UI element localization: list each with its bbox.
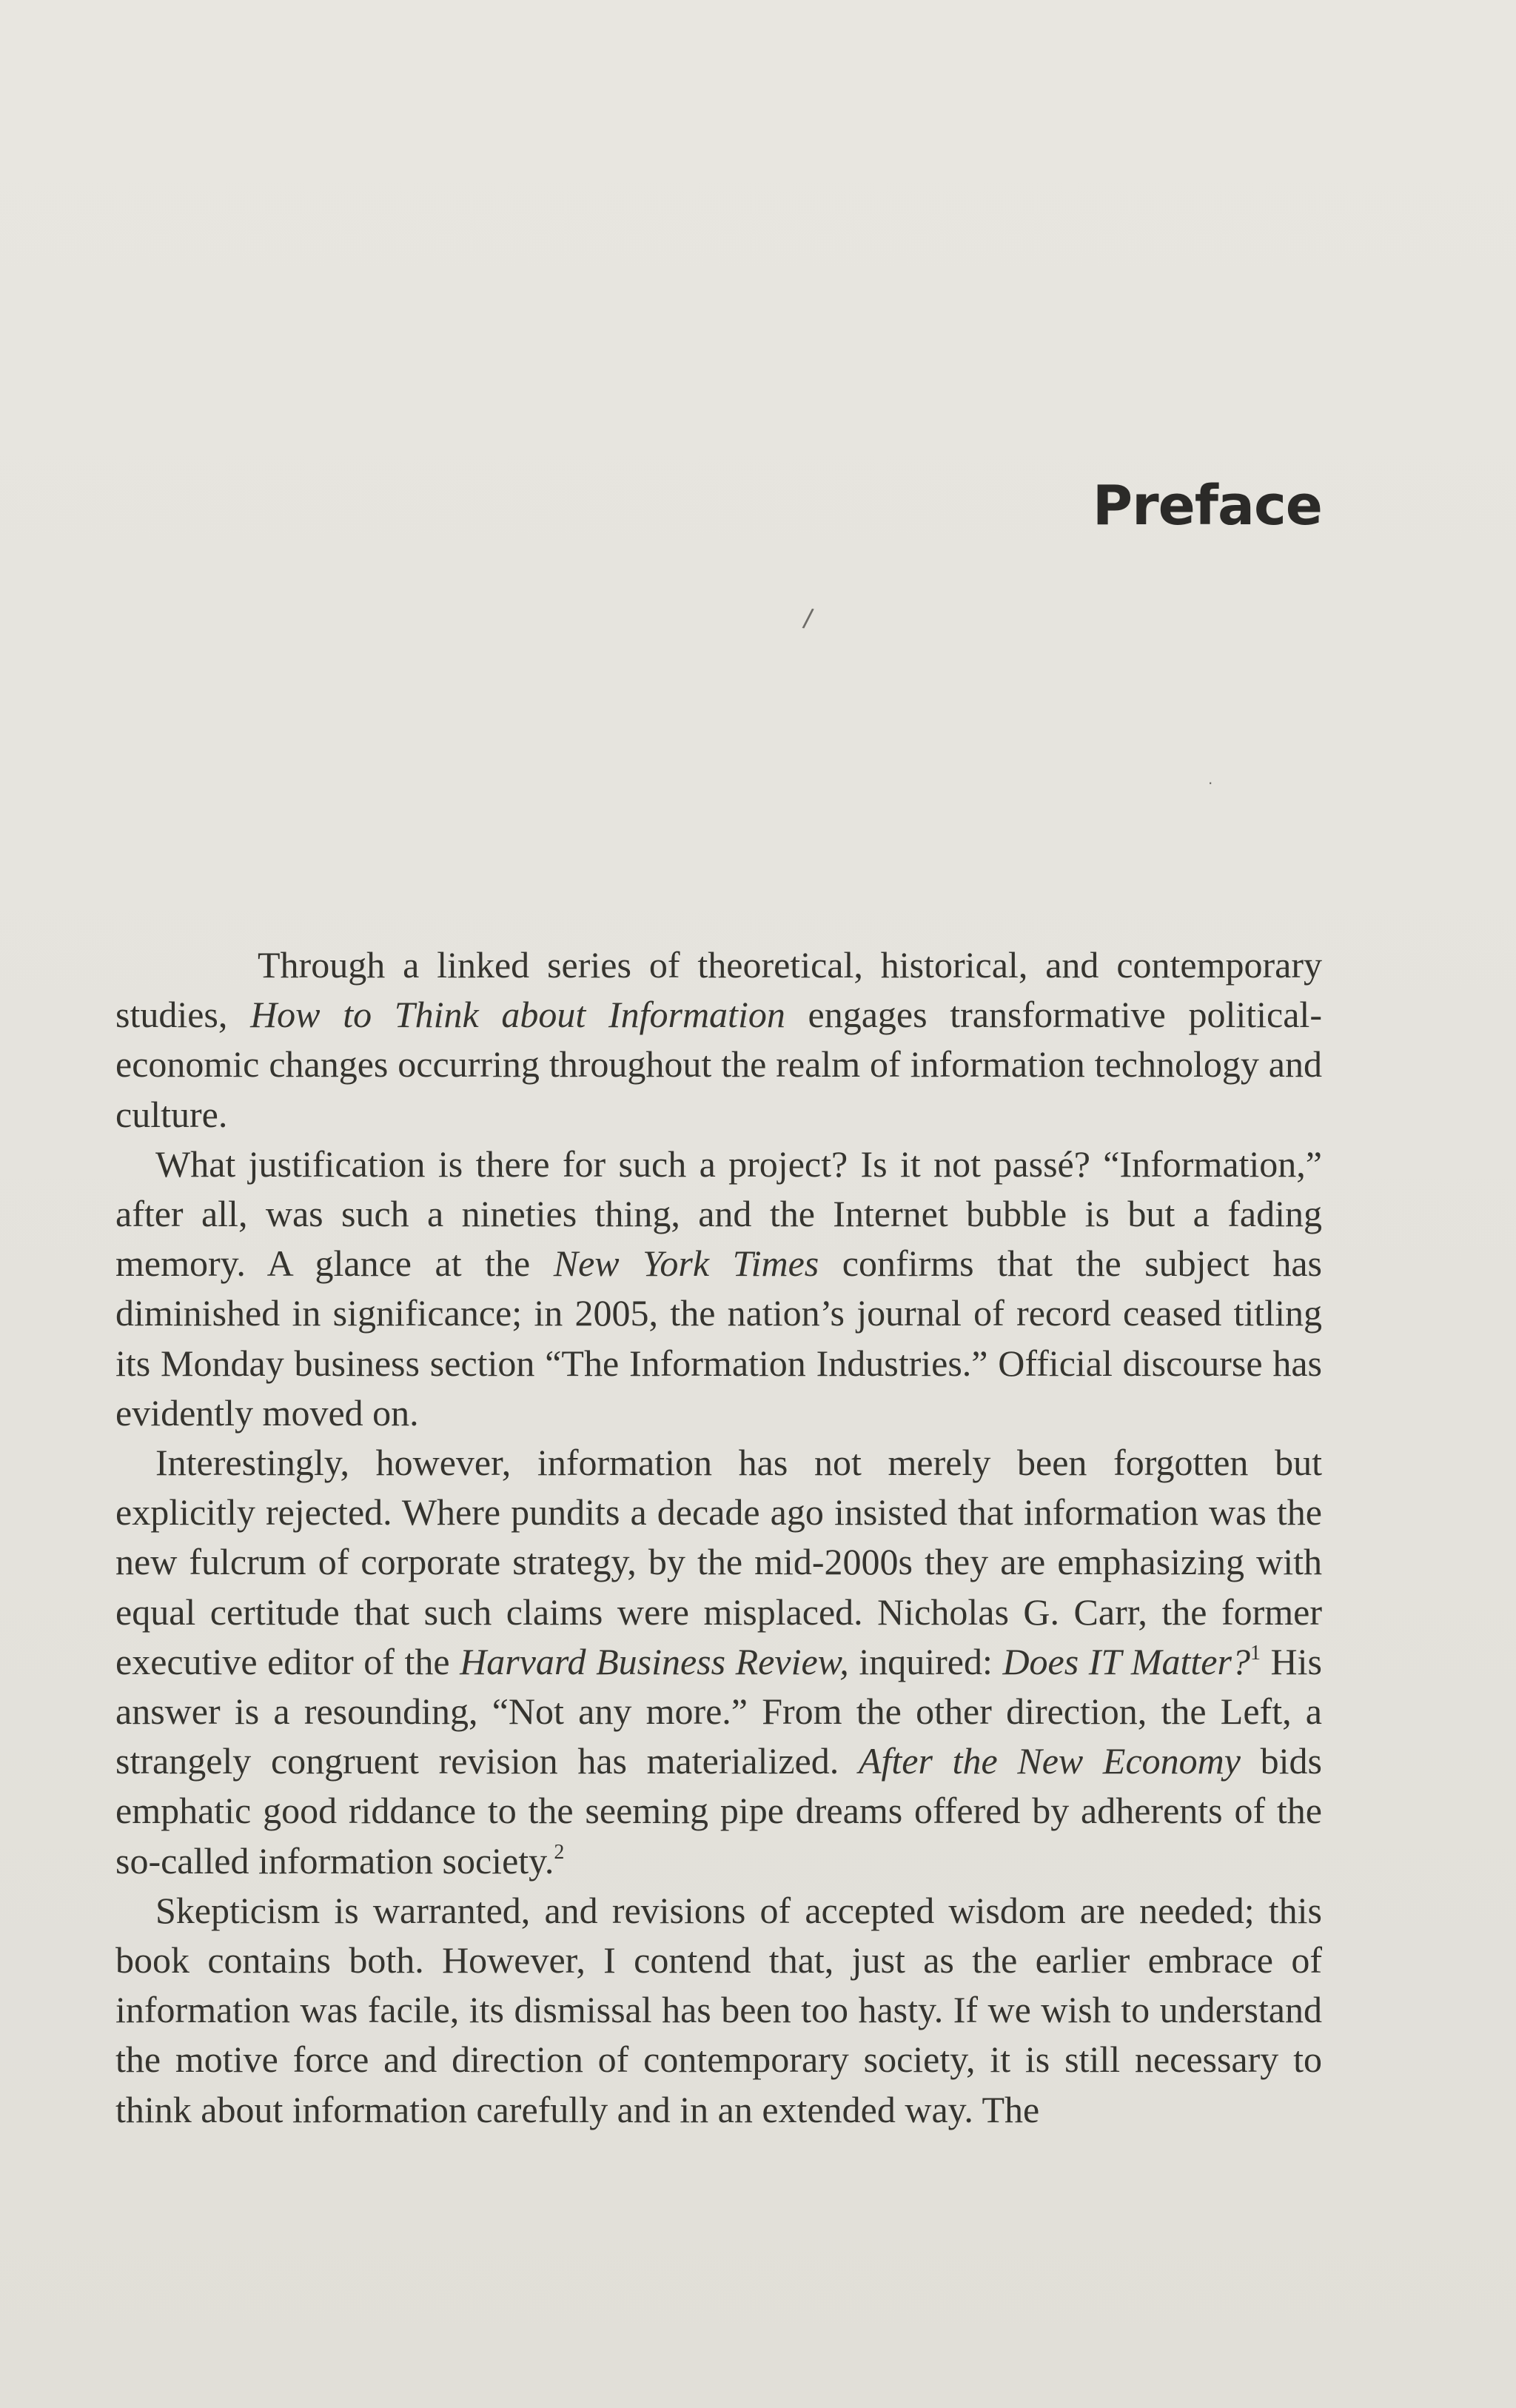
journal-title-italic: Harvard Business Review, (460, 1640, 849, 1682)
chapter-title: Preface (1092, 474, 1322, 538)
paragraph-1-text-a: Through a linked series of theoretical, historical, and contemporary studies, (115, 944, 1322, 1036)
paragraph-3 (115, 1438, 1322, 1886)
stray-dot-mark: . (1208, 770, 1213, 788)
newspaper-title-italic: New York Times (553, 1243, 819, 1285)
paragraph-2-text-b: confirms that the subject has diminished in significance; in 2005, the nation’s journal of record ceased titling its Monday business section “The Information Industries.” Official discourse has evidently moved on. (115, 1243, 1322, 1434)
footnote-ref-1: 1 (1250, 1641, 1261, 1665)
paragraph-4 (115, 1886, 1322, 2135)
paragraph-2 (115, 1140, 1322, 1438)
paragraph-3-text-c: His answer is a resounding, “Not any more.” From the other direction, the Left, a strangely congruent revision has materialized. (115, 1640, 1322, 1782)
preface-body (115, 940, 1322, 2135)
question-title-italic: Does IT Matter? (1002, 1640, 1250, 1682)
footnote-ref-2: 2 (554, 1840, 565, 1864)
book-title-2-italic: After the New Economy (858, 1740, 1241, 1782)
stray-pen-mark: / (801, 603, 815, 634)
paragraph-2-text-a: What justification is there for such a project? Is it not passé? “Information,” after all, was such a nineties thing, and the Internet bubble is but a fading memory. A glance at the (115, 1143, 1322, 1285)
paragraph-1 (115, 940, 1322, 1140)
paragraph-1-text-b: engages transformative political-economic changes occurring throughout the realm of information technology and culture. (115, 994, 1322, 1135)
book-title-italic: How to Think about Information (250, 994, 785, 1036)
paragraph-4-text: Skepticism is warranted, and revisions of accepted wisdom are needed; this book contains both. However, I contend that, just as the earlier embrace of information was facile, its dismissal has been too hasty. If we wish to understand the motive force and direction of contemporary society, it is still necessary to think about information carefully and in an extended way. The (115, 1889, 1322, 2130)
paragraph-3-text-d: bids emphatic good riddance to the seeming pipe dreams offered by adherents of the so-called information society. (115, 1740, 1322, 1882)
paragraph-3-text-a: Interestingly, however, information has not merely been forgotten but explicitly rejected. Where pundits a decade ago insisted that information was the new fulcrum of corporate strategy, by the mid-2000s they are emphasizing with equal certitude that such claims were misplaced. Nicholas G. Carr, the former executive editor of the (115, 1442, 1322, 1682)
paragraph-3-text-b: inquired: (848, 1640, 1003, 1682)
